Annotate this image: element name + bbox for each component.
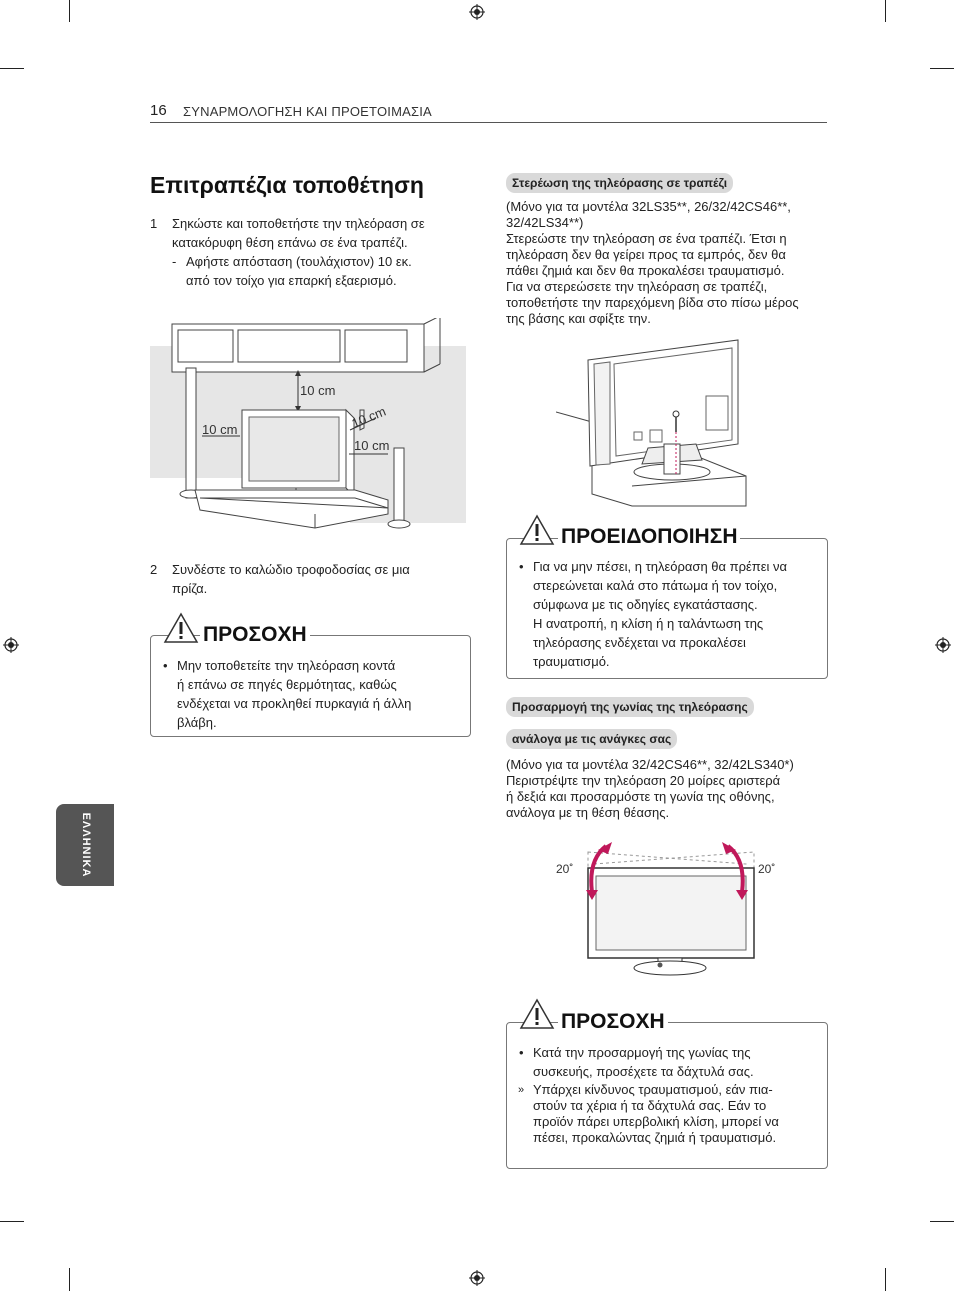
registration-mark-icon: [469, 4, 485, 20]
step-1-line: Σηκώστε και τοποθετήστε την τηλεόραση σε: [172, 216, 425, 231]
header-divider: [150, 122, 827, 123]
warning-text: τηλεόρασης ενδέχεται να προκαλέσει: [533, 635, 746, 650]
sub-item-line: Αφήστε απόσταση (τουλάχιστον) 10 εκ.: [186, 254, 412, 269]
crop-mark: [0, 1221, 24, 1222]
page-heading: Επιτραπέζια τοποθέτηση: [150, 172, 424, 198]
caution-subtext: [533, 1082, 779, 1146]
secure-text: [506, 199, 799, 327]
crop-mark: [885, 1268, 886, 1291]
registration-mark-icon: [3, 637, 19, 653]
crop-mark: [930, 1221, 954, 1222]
section-title: ΣΥΝΑΡΜΟΛΟΓΗΣΗ ΚΑΙ ΠΡΟΕΤΟΙΜΑΣΙΑ: [183, 104, 432, 119]
secure-line: Στερεώστε την τηλεόραση σε ένα τραπέζι. Έτσι η: [506, 231, 787, 246]
crop-mark: [0, 68, 24, 69]
swivel-angle-illustration: [550, 838, 790, 978]
section-label-angle-cont: ανάλογα με τις ανάγκες σας: [506, 729, 677, 749]
caution-subline: Υπάρχει κίνδυνος τραυματισμού, εάν πια-: [533, 1082, 773, 1097]
angle-text: [506, 757, 794, 821]
caution-text: ενδέχεται να προκληθεί πυρκαγιά ή άλλη: [177, 696, 412, 711]
swivel-left-degree: 20˚: [556, 862, 574, 876]
crop-mark: [69, 1268, 70, 1291]
caution-subline: στούν τα χέρια ή τα δάχτυλά σας. Εάν το: [533, 1098, 767, 1113]
secure-line: τοποθετήστε την παρεχόμενη βίδα στο πίσω μέρος: [506, 295, 799, 310]
caution-subline: πέσει, προκαλώντας ζημιά ή τραυματισμό.: [533, 1130, 777, 1145]
warning-text: Η ανατροπή, η κλίση ή η ταλάντωση της: [533, 616, 764, 631]
warning-triangle-icon: [519, 514, 555, 546]
secure-to-table-illustration: [556, 336, 748, 510]
caution-text: βλάβη.: [177, 715, 217, 730]
caution-heading: ΠΡΟΣΟΧΗ: [200, 623, 310, 647]
angle-line: ανάλογα με τη θέση θέασης.: [506, 805, 670, 820]
section-label-secure: Στερέωση της τηλεόρασης σε τραπέζι: [506, 173, 733, 193]
step-2-line: πρίζα.: [172, 581, 208, 596]
registration-mark-icon: [935, 637, 951, 653]
step-number: 2: [150, 562, 158, 577]
figure-label-top: 10 cm: [300, 383, 336, 398]
caution-heading: ΠΡΟΣΟΧΗ: [558, 1010, 668, 1034]
table-placement-illustration: [150, 318, 466, 540]
secure-line: πάθει ζημιά και δεν θα προκαλέσει τραυματισμό.: [506, 263, 785, 278]
warning-text: Για να μην πέσει, η τηλεόραση θα πρέπει να: [533, 559, 788, 574]
caution-text: συσκευής, προσέχετε τα δάχτυλά σας.: [533, 1064, 754, 1079]
secure-line: Για να στερεώσετε την τηλεόραση σε τραπέζι,: [506, 279, 768, 294]
language-tab-label: ΕΛΛΗΝΙΚΑ: [80, 812, 92, 878]
angle-line: ή δεξιά και προσαρμόστε τη γωνία της οθόνης,: [506, 789, 775, 804]
registration-mark-icon: [469, 1270, 485, 1286]
figure-label-left: 10 cm: [202, 422, 238, 437]
step-number: 1: [150, 216, 158, 231]
step-1-line: κατακόρυφη θέση επάνω σε ένα τραπέζι.: [172, 235, 408, 250]
angle-line: Περιστρέψτε την τηλεόραση 20 μοίρες αριστερά: [506, 773, 781, 788]
page-number: 16: [150, 102, 167, 119]
secure-line: 32/42LS34**): [506, 215, 584, 230]
warning-text: σύμφωνα με τις οδηγίες εγκατάστασης.: [533, 597, 758, 612]
crop-mark: [930, 68, 954, 69]
warning-text: στερεώνεται καλά στο πάτωμα ή τον τοίχο,: [533, 578, 778, 593]
bullet-icon: •: [519, 559, 524, 574]
secure-line: (Μόνο για τα μοντέλα 32LS35**, 26/32/42CS46**,: [506, 199, 791, 214]
caution-text: ή επάνω σε πηγές θερμότητας, καθώς: [177, 677, 397, 692]
warning-heading: ΠΡΟΕΙΔΟΠΟΙΗΣΗ: [558, 525, 740, 549]
secure-line: της βάσης και σφίξτε την.: [506, 311, 651, 326]
swivel-right-degree: 20˚: [758, 862, 776, 876]
warning-triangle-icon: [163, 612, 199, 644]
raquo-icon: »: [518, 1084, 525, 1096]
step-2-line: Συνδέστε το καλώδιο τροφοδοσίας σε μια: [172, 562, 410, 577]
figure-label-right-lower: 10 cm: [354, 438, 390, 453]
bullet-icon: •: [163, 658, 168, 673]
crop-mark: [885, 0, 886, 22]
bullet-icon: •: [519, 1045, 524, 1060]
warning-triangle-icon: [519, 998, 555, 1030]
sub-item-dash: -: [172, 254, 177, 269]
sub-item-line: από τον τοίχο για επαρκή εξαερισμό.: [186, 273, 397, 288]
caution-subline: προϊόν πάρει υπερβολική κλίση, μπορεί να: [533, 1114, 779, 1129]
crop-mark: [69, 0, 70, 22]
warning-text: τραυματισμό.: [533, 654, 610, 669]
section-label-angle: Προσαρμογή της γωνίας της τηλεόρασης: [506, 697, 754, 717]
caution-text: Κατά την προσαρμογή της γωνίας της: [533, 1045, 751, 1060]
secure-line: τηλεόραση δεν θα γείρει προς τα εμπρός, δεν θα: [506, 247, 786, 262]
angle-line: (Μόνο για τα μοντέλα 32/42CS46**, 32/42LS340*): [506, 757, 794, 772]
figure-label-right-upper: 10 cm: [349, 403, 388, 431]
caution-text: Μην τοποθετείτε την τηλεόραση κοντά: [177, 658, 396, 673]
